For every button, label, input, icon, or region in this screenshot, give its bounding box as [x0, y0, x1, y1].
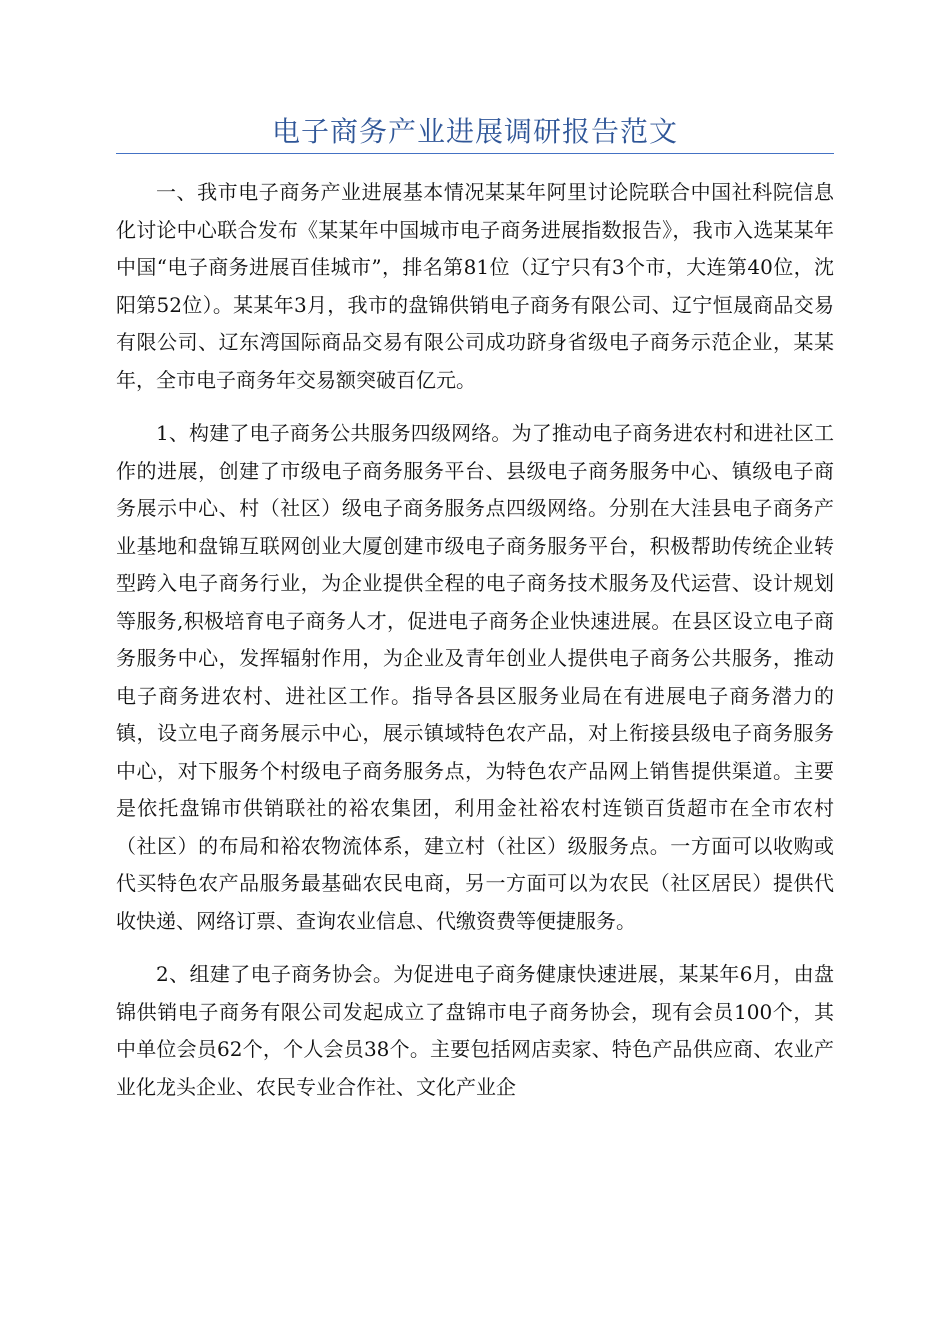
- document-body: [116, 174, 834, 1122]
- paragraph-overview: 一、我市电子商务产业进展基本情况某某年阿里讨论院联合中国社科院信息化讨论中心联合发布《某某年中国城市电子商务进展指数报告》，我市入选某某年中国“电子商务进展百佳城市”，排名第81位（辽宁只有3个市，大连第40位，沈阳第52位）。某某年3月，我市的盘锦供销电子商务有限公司、辽宁恒晟商品交易有限公司、辽东湾国际商品交易有限公司成功跻身省级电子商务示范企业，某某年，全市电子商务年交易额突破百亿元。: [116, 180, 834, 392]
- document-title: 电子商务产业进展调研报告范文: [271, 115, 678, 148]
- paragraph-service-network: 1、构建了电子商务公共服务四级网络。为了推动电子商务进农村和进社区工作的进展，创建了市级电子商务服务平台、县级电子商务服务中心、镇级电子商务展示中心、村（社区）级电子商务服务点四级网络。分别在大洼县电子商务产业基地和盘锦互联网创业大厦创建市级电子商务服务平台，积极帮助传统企业转型跨入电子商务行业，为企业提供全程的电子商务技术服务及代运营、设计规划等服务,积极培育电子商务人才，促进电子商务企业快速进展。在县区设立电子商务服务中心，发挥辐射作用，为企业及青年创业人提供电子商务公共服务，推动电子商务进农村、进社区工作。指导各县区服务业局在有进展电子商务潜力的镇，设立电子商务展示中心，展示镇域特色农产品，对上衔接县级电子商务服务中心，对下服务个村级电子商务服务点，为特色农产品网上销售提供渠道。主要是依托盘锦市供销联社的裕农集团，利用金社裕农村连锁百货超市在全市农村（社区）的布局和裕农物流体系，建立村（社区）级服务点。一方面可以收购或代买特色农产品服务最基础农民电商，另一方面可以为农民（社区居民）提供代收快递、网络订票、查询农业信息、代缴资费等便捷服务。: [116, 421, 834, 933]
- title-underline: [116, 153, 834, 154]
- paragraph-association: 2、组建了电子商务协会。为促进电子商务健康快速进展，某某年6月，由盘锦供销电子商务有限公司发起成立了盘锦市电子商务协会，现有会员100个，其中单位会员62个，个人会员38个。主要包括网店卖家、特色产品供应商、农业产业化龙头企业、农民专业合作社、文化产业企: [116, 962, 834, 1099]
